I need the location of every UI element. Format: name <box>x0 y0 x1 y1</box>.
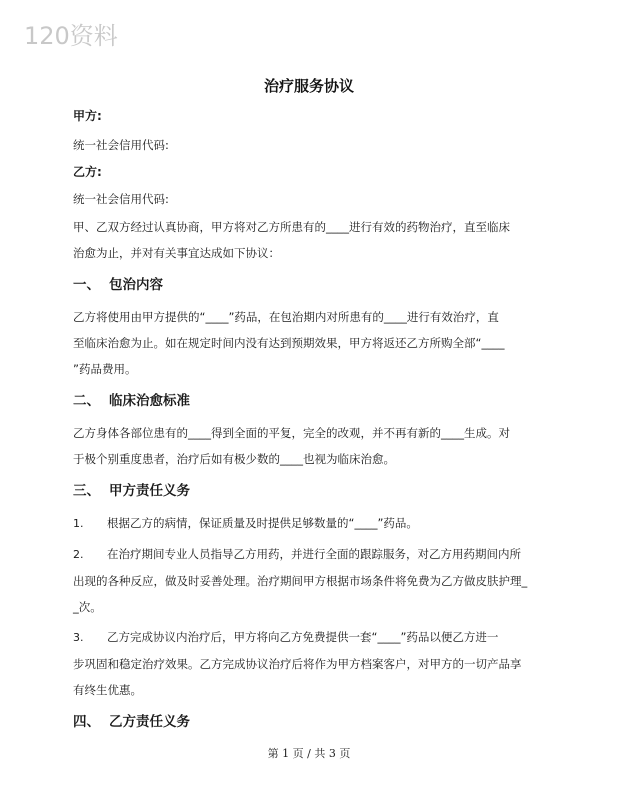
item-3-index: 3. <box>73 631 84 644</box>
item-2-line-1: 在治疗期间专业人员指导乙方用药，并进行全面的跟踪服务，对乙方用药期间内所 <box>107 547 521 561</box>
intro-line-2: 治愈为止，并对有关事宜达成如下协议： <box>73 246 280 260</box>
section-1-line-1: 乙方将使用由甲方提供的“____”药品，在包治期内对所患有的____进行有效治疗，直 <box>73 310 499 324</box>
section-1-paragraph <box>73 304 551 382</box>
section-3-number: 三、 <box>73 483 100 499</box>
item-3-line-2: 步巩固和稳定治疗效果。乙方完成协议治疗后将作为甲方档案客户，对甲方的一切产品享 <box>73 657 522 671</box>
section-4-number: 四、 <box>73 714 100 730</box>
section-3-item-3 <box>73 624 551 703</box>
party-a-credit-code: 统一社会信用代码: <box>73 138 169 152</box>
party-a-label: 甲方: <box>73 109 102 123</box>
section-1-number: 一、 <box>73 277 100 293</box>
section-1-line-2: 至临床治愈为止。如在规定时间内没有达到预期效果，甲方将返还乙方所购全部“____ <box>73 336 505 350</box>
item-2-line-3: _次。 <box>73 600 102 614</box>
party-b-label: 乙方: <box>73 165 102 179</box>
section-1-line-3: ”药品费用。 <box>73 362 137 376</box>
item-3-line-1: 乙方完成协议内治疗后，甲方将向乙方免费提供一套“____”药品以便乙方进一 <box>107 630 499 644</box>
section-2-title: 临床治愈标准 <box>109 393 190 409</box>
intro-paragraph <box>73 214 551 266</box>
section-2-line-1: 乙方身体各部位患有的____得到全面的平复，完全的改观，并不再有新的____生成。对 <box>73 426 510 440</box>
section-3-title: 甲方责任义务 <box>109 483 190 499</box>
section-2-line-2: 于极个别重度患者，治疗后如有极少数的____也视为临床治愈。 <box>73 452 395 466</box>
section-4-title: 乙方责任义务 <box>109 714 190 730</box>
section-3-item-2 <box>73 541 551 620</box>
document-body <box>73 104 551 741</box>
section-4-heading <box>73 707 551 737</box>
party-b-credit-code: 统一社会信用代码: <box>73 192 169 206</box>
document-title: 治疗服务协议 <box>263 77 354 95</box>
section-3-item-1 <box>73 510 551 537</box>
item-1-line-1: 根据乙方的病情，保证质量及时提供足够数量的“____”药品。 <box>107 516 418 530</box>
section-2-heading <box>73 386 551 416</box>
item-2-index: 2. <box>73 548 84 561</box>
section-2-paragraph <box>73 420 551 472</box>
item-1-index: 1. <box>73 517 84 530</box>
section-1-title: 包治内容 <box>109 277 163 293</box>
watermark: 120资料 <box>24 22 118 50</box>
section-3-heading <box>73 476 551 506</box>
section-2-number: 二、 <box>73 393 100 409</box>
item-3-line-3: 有终生优惠。 <box>73 683 142 697</box>
item-2-line-2: 出现的各种反应，做及时妥善处理。治疗期间甲方根据市场条件将免费为乙方做皮肤护理_ <box>73 574 528 588</box>
page-footer: 第 1 页 / 共 3 页 <box>267 747 351 760</box>
intro-line-1: 甲、乙双方经过认真协商，甲方将对乙方所患有的____进行有效的药物治疗，直至临床 <box>73 220 510 234</box>
section-1-heading <box>73 270 551 300</box>
